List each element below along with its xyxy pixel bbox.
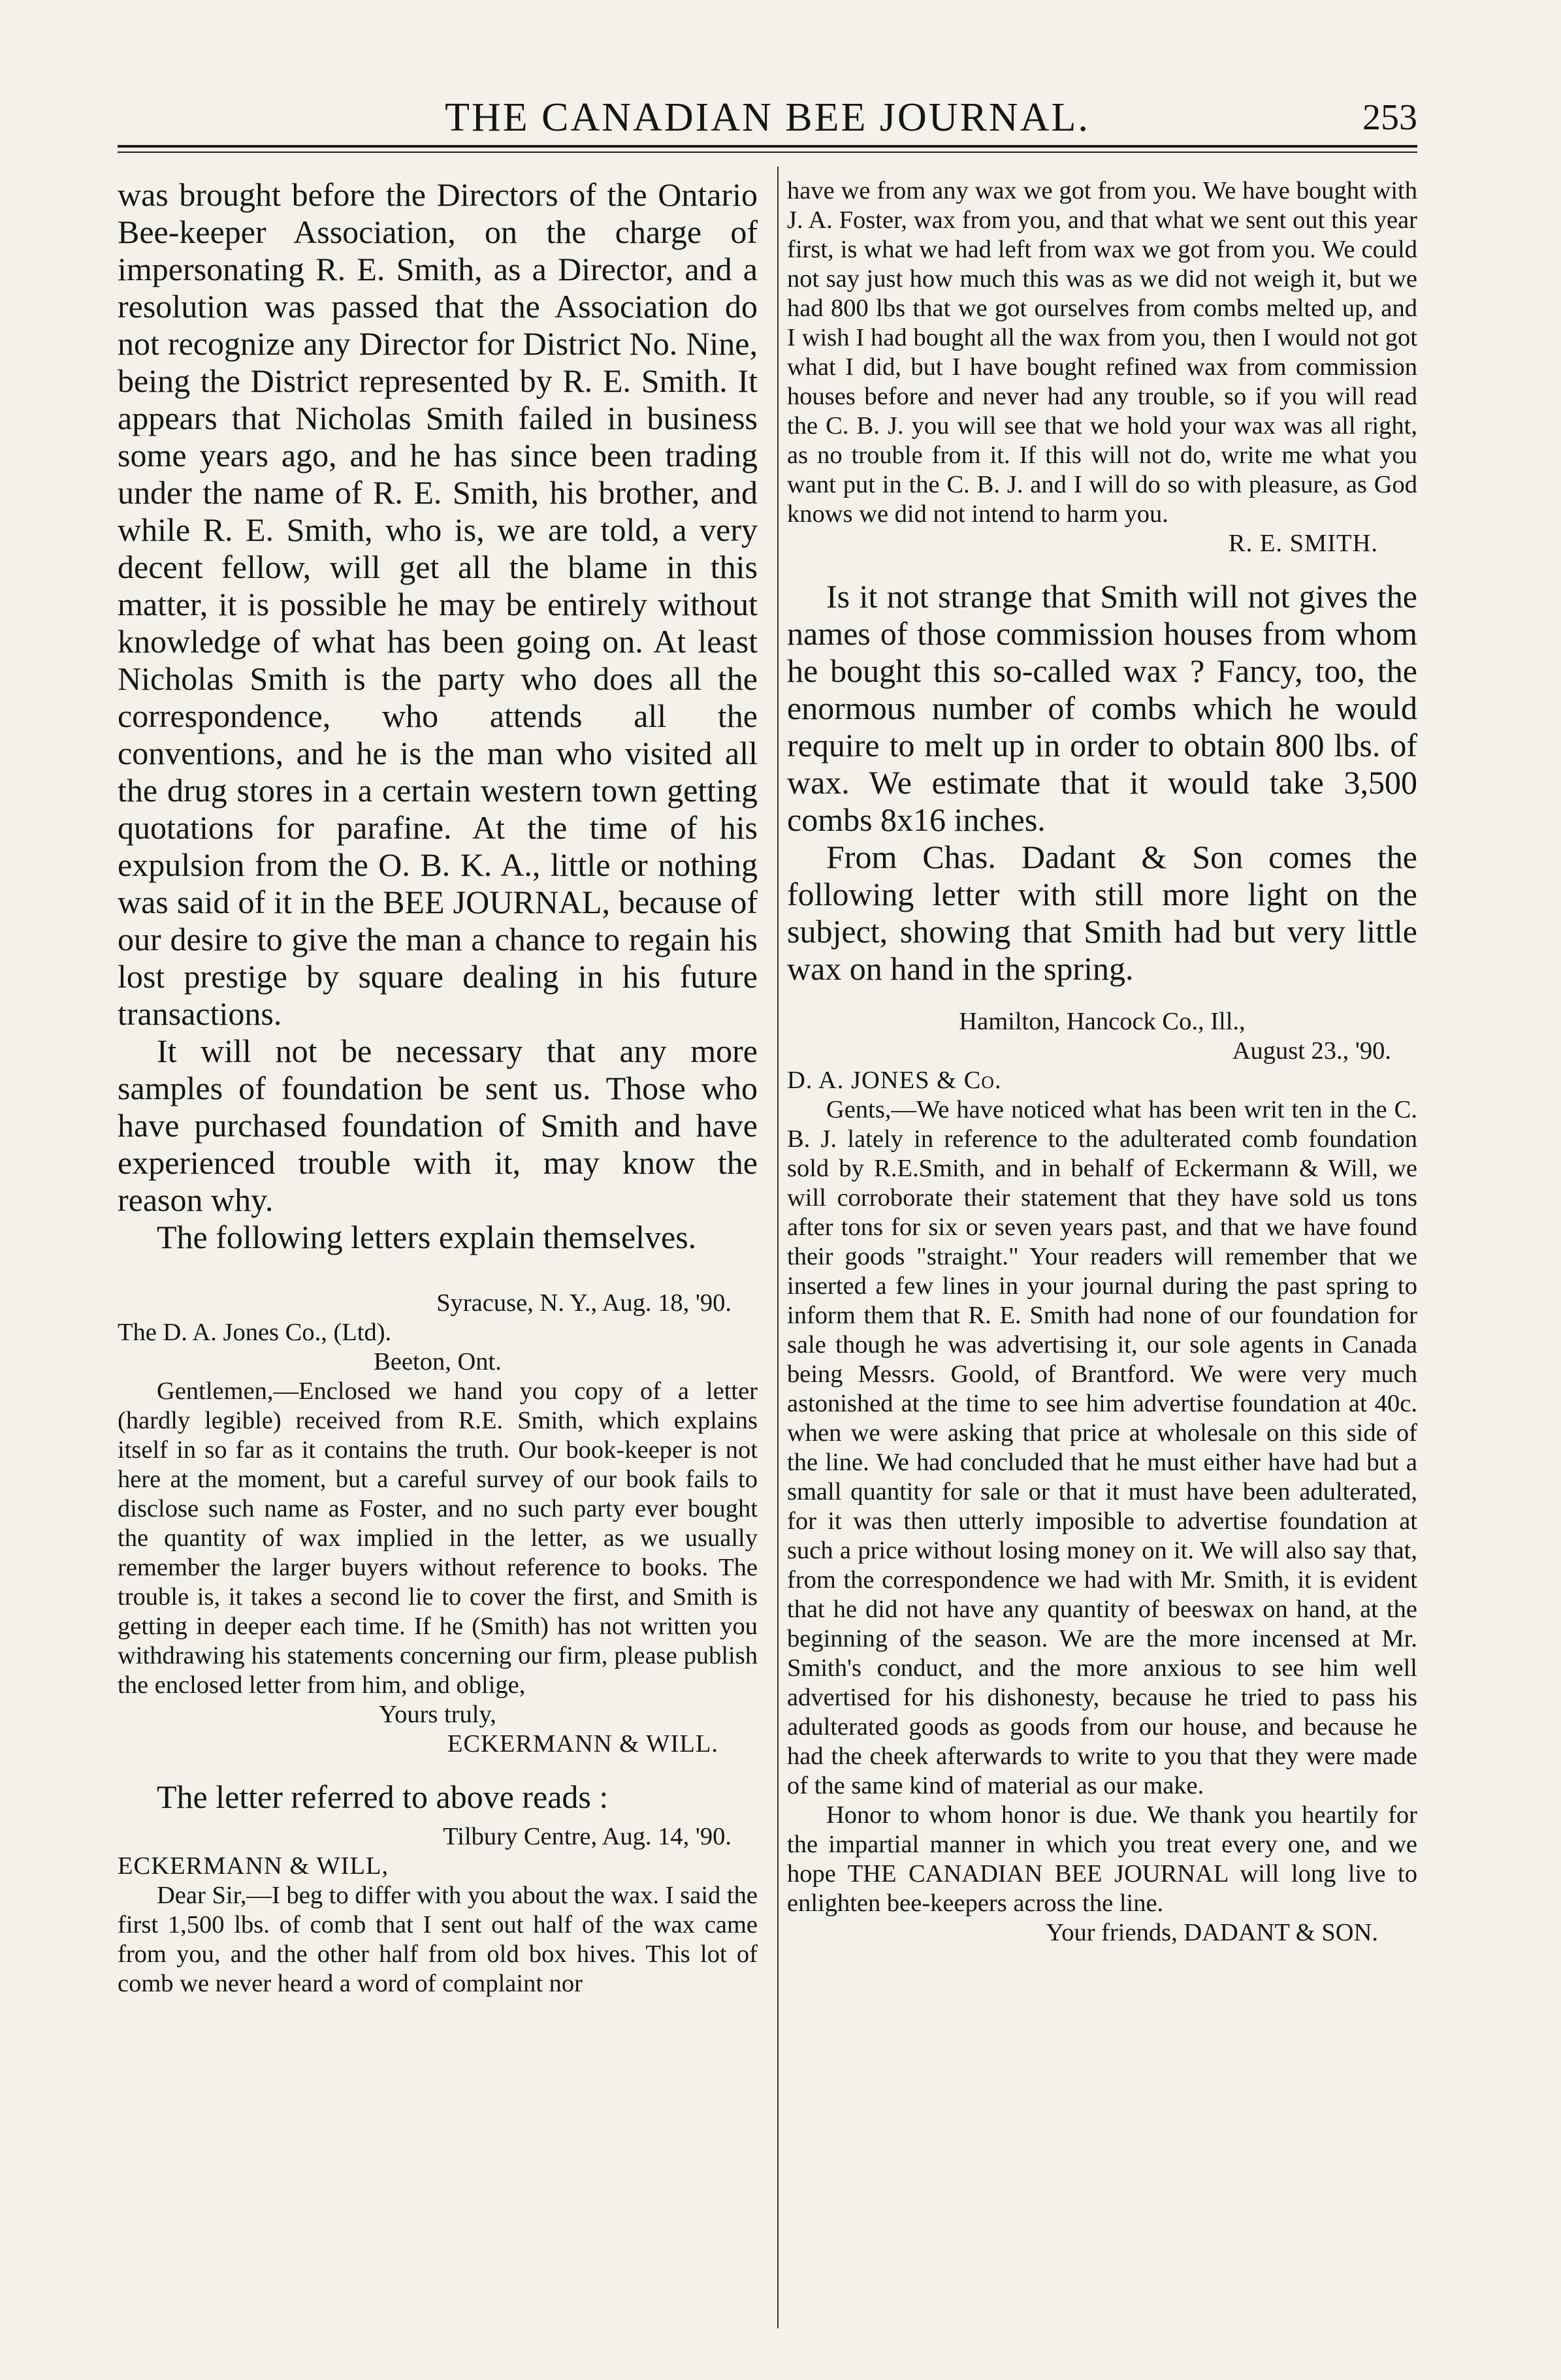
article-paragraph: The letter referred to above reads : [157,1778,609,1815]
header-rule-thin [118,152,1417,153]
letter-place: Beeton, Ont. [374,1348,502,1375]
journal-title: THE CANADIAN BEE JOURNAL. [445,95,1090,140]
letter-eckermann-will [118,1289,758,1759]
page-header [118,91,1417,144]
letter-date: August 23., '90. [1232,1037,1391,1065]
letter-smith [118,1822,758,1999]
letter-addressee: The D. A. Jones Co., (Ltd). [118,1319,392,1346]
letter-body-continued: have we from any wax we got from you. We have bought with J. A. Foster, wax from you, and that what we sent out this year first, is what we had left from wax we got from you. We could not say just how much this was as we did not weigh it, but we had 800 lbs that we got ourselves from combs melted up, and I wish I had bought all the wax from you, then I would not got what I did, but I have bought refined wax from commission houses before and never had any trouble, so if you will read the C. B. J. you will see that we hold your wax was all right, as no trouble from it. If this will not do, write me what you want put in the C. B. J. and I will do so with pleasure, as God knows we did not intend to harm you. [787,177,1417,528]
letter-dateline: Syracuse, N. Y., Aug. 18, '90. [436,1289,732,1317]
letter-closing: Yours truly, [379,1701,496,1728]
letter-body: Dear Sir,—I beg to differ with you about the wax. I said the first 1,500 lbs. of comb that I sent out half of the wax came from you, and the other half from old box hives. This lot of comb we never heard a word of complaint nor [118,1882,758,1997]
article-paragraph: Is it not strange that Smith will not gives the names of those commission houses from whom he bought this so-called wax ? Fancy, too, the enormous number of combs which he would require to melt up in order to obtain 800 lbs. of wax. We estimate that it would take 3,500 combs 8x16 inches. [787,578,1417,838]
column-divider [777,167,779,2328]
article-paragraph: was brought before the Directors of the Ontario Bee-keeper Association, on the charge of impersonating R. E. Smith, as a Director, and a resolution was passed that the Association do not recognize any Director for District No. Nine, being the District represented by R. E. Smith. It appears that Nicholas Smith failed in business some years ago, and he has since been trading under the name of R. E. Smith, his brother, and while R. E. Smith, who is, we are told, a very decent fellow, will get all the blame in this matter, it is possible he may be entirely without knowledge of what has been going on. At least Nicholas Smith is the party who does all the correspondence, who attends all the conventions, and he is the man who visited all the drug stores in a certain western town getting quotations for parafine. At the time of his expulsion from the O. B. K. A., little or nothing was said of it in the BEE JOURNAL, because of our desire to give the man a chance to regain his lost prestige by square dealing in his future transactions. [118,176,758,1032]
right-column [787,176,1417,2345]
letter-body: Gentlemen,—Enclosed we hand you copy of a letter (hardly legible) received from R.E. Smith, which explains itself in so far as it contains the truth. Our book-keeper is not here at the moment, but a careful survey of our book fails to disclose such name as Foster, and no such party ever bought the quantity of wax implied in the letter, as we usually remember the larger buyers without reference to books. The trouble is, it takes a second lie to cover the first, and Smith is getting in deeper each time. If he (Smith) has not written you withdrawing his statements concerning our firm, please publish the enclosed letter from him, and oblige, [118,1377,758,1699]
letter-signature: R. E. SMITH. [1228,530,1378,557]
letter-signature: ECKERMANN & WILL. [447,1730,718,1758]
letter-addressee: D. A. JONES & Co. [787,1067,1002,1094]
article-paragraph: The following letters explain themselves. [157,1219,697,1255]
letter-dateline: Tilbury Centre, Aug. 14, '90. [443,1823,732,1850]
letter-addressee: ECKERMANN & WILL, [118,1852,389,1880]
letter-place: Hamilton, Hancock Co., Ill., [959,1008,1246,1035]
letter-dadant [787,1007,1417,1948]
letter-body: Honor to whom honor is due. We thank you heartily for the impartial manner in which you treat every one, and we hope THE CANADIAN BEE JOURNAL will long live to enlighten bee-keepers across the line. [787,1801,1417,1917]
left-column [118,176,758,2345]
letter-closing: Your friends, DADANT & SON. [1046,1919,1378,1946]
header-rule [118,145,1417,148]
article-paragraph: From Chas. Dadant & Son comes the following letter with still more light on the subject, showing that Smith had but very little wax on hand in the spring. [787,839,1417,987]
article-paragraph: It will not be necessary that any more samples of foundation be sent us. Those who have purchased foundation of Smith and have experienced trouble with it, may know the reason why. [118,1033,758,1218]
page-number: 253 [1362,97,1417,138]
letter-body: Gents,—We have noticed what has been writ ten in the C. B. J. lately in reference to the adulterated comb foundation sold by R.E.Smith, and in behalf of Eckermann & Will, we will corroborate their statement that they have sold us tons after tons for six or seven years past, and that we have found their goods "straight." Your readers will remember that we inserted a few lines in your journal during the past spring to inform them that R. E. Smith had none of our foundation for sale though he was advertising it, our sole agents in Canada being Messrs. Goold, of Brantford. We were very much astonished at the time to see him advertise foundation at 40c. when we were asking that price at wholesale on this side of the line. We had concluded that he must either have had but a small quantity for sale or that it must have been adulterated, for it was then utterly imposible to advertise foundation at such a price without losing money on it. We will also say that, from the correspondence we had with Mr. Smith, it is evident that he did not have any quantity of beeswax on hand, at the beginning of the season. We are the more incensed at Mr. Smith's conduct, and the more anxious to see him well advertised for his dishonesty, because he tried to pass his adulterated goods as goods from our house, and because he had the cheek afterwards to write to you that they were made of the same kind of material as our make. [787,1096,1417,1799]
